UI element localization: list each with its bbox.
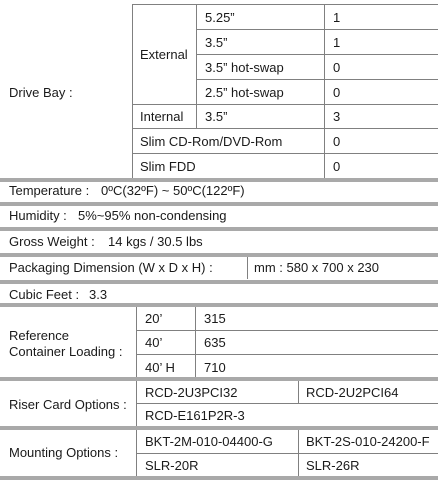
container-qty: 710 — [204, 360, 226, 375]
drive-count: 0 — [333, 85, 341, 100]
packaging-value: mm : 580 x 700 x 230 — [254, 260, 380, 275]
mounting-option: SLR-26R — [306, 458, 360, 473]
divider — [132, 4, 133, 178]
external-label: External — [140, 47, 188, 62]
cubic-feet-value: 3.3 — [89, 287, 108, 302]
section-separator — [0, 303, 438, 307]
packaging-label: Packaging Dimension (W x D x H) : — [9, 260, 213, 275]
mounting-option: BKT-2M-010-04400-G — [145, 434, 273, 449]
slim-fdd-label: Slim FDD — [140, 159, 196, 174]
gross-weight-value: 14 kgs / 30.5 lbs — [108, 234, 203, 249]
divider — [324, 4, 325, 178]
temperature-value: 0ºC(32ºF) ~ 50ºC(122ºF) — [101, 183, 245, 198]
internal-label: Internal — [140, 109, 184, 124]
drive-bay-label: Drive Bay : — [9, 85, 73, 100]
riser-option: RCD-2U2PCI64 — [306, 385, 399, 400]
drive-size: 3.5” — [205, 35, 228, 50]
section-separator — [0, 202, 438, 206]
cubic-feet-label: Cubic Feet : — [9, 287, 80, 302]
divider — [136, 330, 438, 331]
slim-cd-count: 0 — [333, 134, 341, 149]
slim-cd-label: Slim CD-Rom/DVD-Rom — [140, 134, 283, 149]
drive-size: 5.25” — [205, 10, 235, 25]
section-separator — [0, 253, 438, 257]
divider — [136, 430, 137, 480]
section-separator — [0, 426, 438, 430]
mounting-option: BKT-2S-010-24200-F — [306, 434, 430, 449]
container-type: 40’ — [145, 335, 163, 350]
section-separator — [0, 280, 438, 284]
divider — [298, 381, 299, 404]
divider — [195, 307, 196, 378]
mounting-label: Mounting Options : — [9, 445, 119, 460]
divider — [132, 104, 438, 105]
drive-size: 2.5” hot-swap — [205, 85, 284, 100]
drive-count: 3 — [333, 109, 341, 124]
divider — [132, 128, 438, 129]
divider — [196, 54, 438, 55]
gross-weight-label: Gross Weight : — [9, 234, 95, 249]
divider — [247, 257, 248, 279]
section-separator — [0, 178, 438, 182]
section-separator — [0, 227, 438, 231]
drive-count: 1 — [333, 10, 341, 25]
container-type: 20’ — [145, 311, 163, 326]
slim-fdd-count: 0 — [333, 159, 341, 174]
humidity-label: Humidity : — [9, 208, 67, 223]
divider — [136, 453, 438, 454]
drive-count: 0 — [333, 60, 341, 75]
riser-label: Riser Card Options : — [9, 397, 127, 412]
divider — [136, 354, 438, 355]
container-type: 40’ H — [145, 360, 175, 375]
divider — [132, 153, 438, 154]
section-separator — [0, 476, 438, 480]
divider — [132, 4, 438, 5]
divider — [136, 403, 438, 404]
container-label-line2: Container Loading : — [9, 344, 123, 359]
riser-option: RCD-E161P2R-3 — [145, 408, 245, 423]
section-separator — [0, 377, 438, 381]
riser-option: RCD-2U3PCI32 — [145, 385, 238, 400]
divider — [136, 307, 137, 378]
divider — [196, 79, 438, 80]
divider — [196, 4, 197, 128]
drive-count: 1 — [333, 35, 341, 50]
temperature-label: Temperature : — [9, 183, 90, 198]
drive-size: 3.5” hot-swap — [205, 60, 284, 75]
humidity-value: 5%~95% non-condensing — [78, 208, 227, 223]
container-qty: 315 — [204, 311, 226, 326]
drive-size: 3.5” — [205, 109, 228, 124]
divider — [196, 29, 438, 30]
mounting-option: SLR-20R — [145, 458, 199, 473]
divider — [298, 430, 299, 480]
container-qty: 635 — [204, 335, 226, 350]
container-label-line1: Reference — [9, 328, 69, 343]
